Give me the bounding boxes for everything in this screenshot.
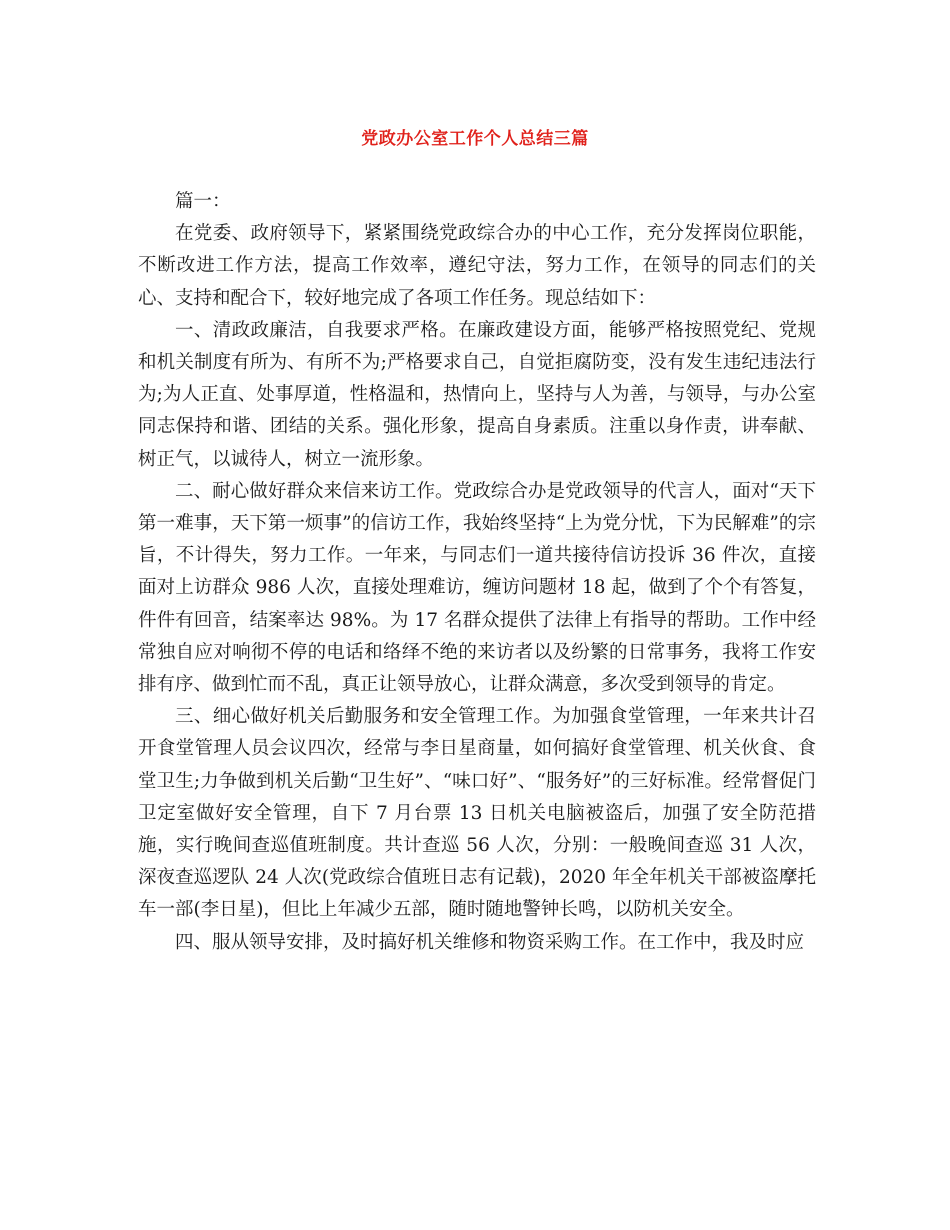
- paragraph-logistics-security: 三、细心做好机关后勤服务和安全管理工作。为加强食堂管理，一年来共计召开食堂管理人员会议四次，经常与李日星商量，如何搞好食堂管理、机关伙食、食堂卫生;力争做到机关后勤“卫生好”、“味口好”、“服务好”的三好标准。经常督促门卫定室做好安全管理，自下 7 月台票 13 日机关电脑被盗后，加强了安全防范措施，实行晚间查巡值班制度。共计查巡 56 人次，分别：一般晚间查巡 31 人次，深夜查巡逻队 24 人次(党政综合值班日志有记载)，2020 年全年机关干部被盗摩托车一部(李日星)，但比上年减少五部，随时随地警钟长鸣，以防机关安全。: [138, 706, 816, 921]
- intro-paragraph: 在党委、政府领导下，紧紧围绕党政综合办的中心工作，充分发挥岗位职能，不断改进工作方法，提高工作效率，遵纪守法，努力工作，在领导的同志们的关心、支持和配合下，较好地完成了各项工作任务。现总结如下：: [138, 223, 816, 309]
- paragraph-maintenance: 四、服从领导安排，及时搞好机关维修和物资采购工作。在工作中，我及时应: [175, 931, 805, 953]
- paragraph-integrity: 一、清政政廉洁，自我要求严格。在廉政建设方面，能够严格按照党纪、党规和机关制度有所为、有所不为;严格要求自己，自觉拒腐防变，没有发生违纪违法行为;为人正直、处事厚道，性格温和，热情向上，坚持与人为善，与领导，与办公室同志保持和谐、团结的关系。强化形象，提高自身素质。注重以身作责，讲奉献、树正气，以诚待人，树立一流形象。: [138, 319, 816, 470]
- document-title: 党政办公室工作个人总结三篇: [361, 129, 589, 149]
- section-label: 篇一：: [175, 191, 231, 212]
- document-body: [138, 186, 816, 959]
- paragraph-petitions: 二、耐心做好群众来信来访工作。党政综合办是党政领导的代言人，面对“天下第一难事，天下第一烦事”的信访工作，我始终坚持“上为党分忧，下为民解难”的宗旨，不计得失，努力工作。一年来，与同志们一道共接待信访投诉 36 件次，直接面对上访群众 986 人次，直接处理难访，缠访问题材 18 起，做到了个个有答复，件件有回音，结案率达 98%。为 17 名群众提供了法律上有指导的帮助。工作中经常独自应对响彻不停的电话和络绎不绝的来访者以及纷繁的日常事务，我将工作安排有序、做到忙而不乱，真正让领导放心，让群众满意，多次受到领导的肯定。: [138, 480, 816, 696]
